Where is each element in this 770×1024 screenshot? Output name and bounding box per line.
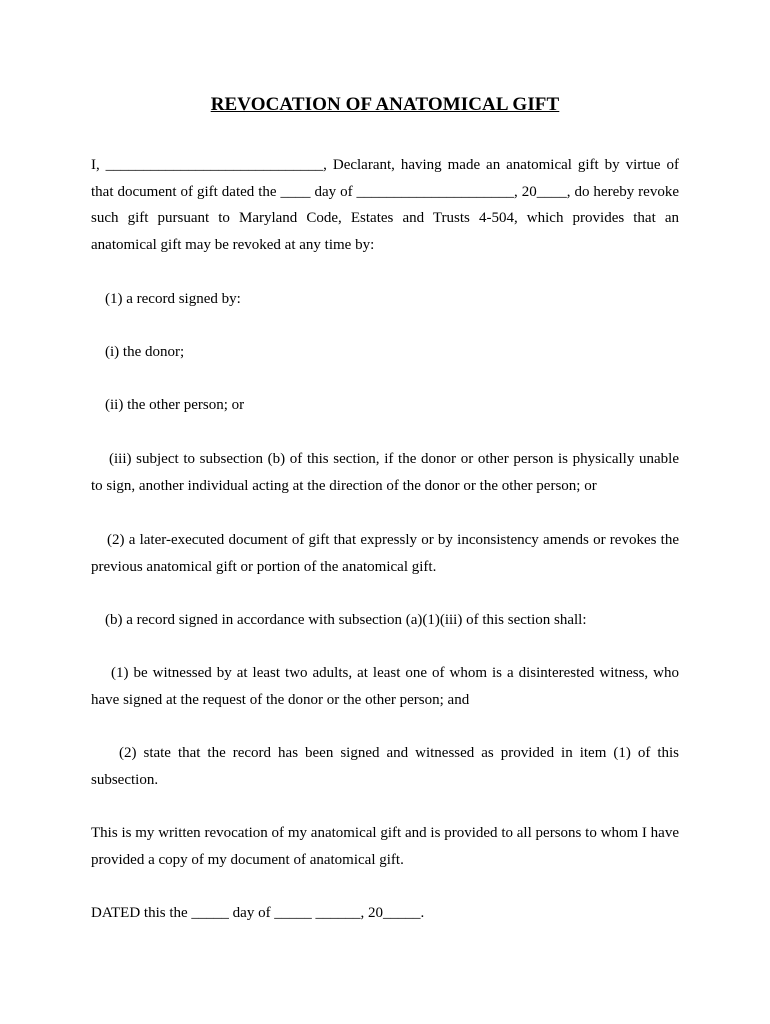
clause-1-i: (i) the donor; (105, 344, 185, 360)
clause-b-2: (2) state that the record has been signed and witnessed as provided in item (1) of this subsection. (91, 745, 679, 788)
clause-1-ii: (ii) the other person; or (105, 397, 245, 413)
document-title: REVOCATION OF ANATOMICAL GIFT (210, 94, 560, 115)
revocation-statement: This is my written revocation of my anatomical gift and is provided to all persons to whom I have provided a copy of my document of anatomical gift. (91, 825, 679, 868)
intro-paragraph: I, _____________________________, Declarant, having made an anatomical gift by virtue of that document of gift dated the ____ day of _____________________, 20____, do hereby revoke such gift pursuant to Maryland Code, Estates and Trusts 4-504, which provides that an anatomical gift may be revoked at any time by: (91, 157, 679, 253)
clause-1: (1) a record signed by: (105, 291, 241, 307)
clause-1-iii: (iii) subject to subsection (b) of this section, if the donor or other person is physically unable to sign, another individual acting at the direction of the donor or the other person; or (91, 451, 679, 494)
dated-line: DATED this the _____ day of _____ ______, 20_____. (91, 905, 425, 921)
clause-2: (2) a later-executed document of gift that expressly or by inconsistency amends or revokes the previous anatomical gift or portion of the anatomical gift. (91, 532, 679, 575)
clause-b-1: (1) be witnessed by at least two adults, at least one of whom is a disinterested witness, who have signed at the request of the donor or the other person; and (91, 665, 679, 708)
clause-b: (b) a record signed in accordance with subsection (a)(1)(iii) of this section shall: (105, 612, 587, 628)
